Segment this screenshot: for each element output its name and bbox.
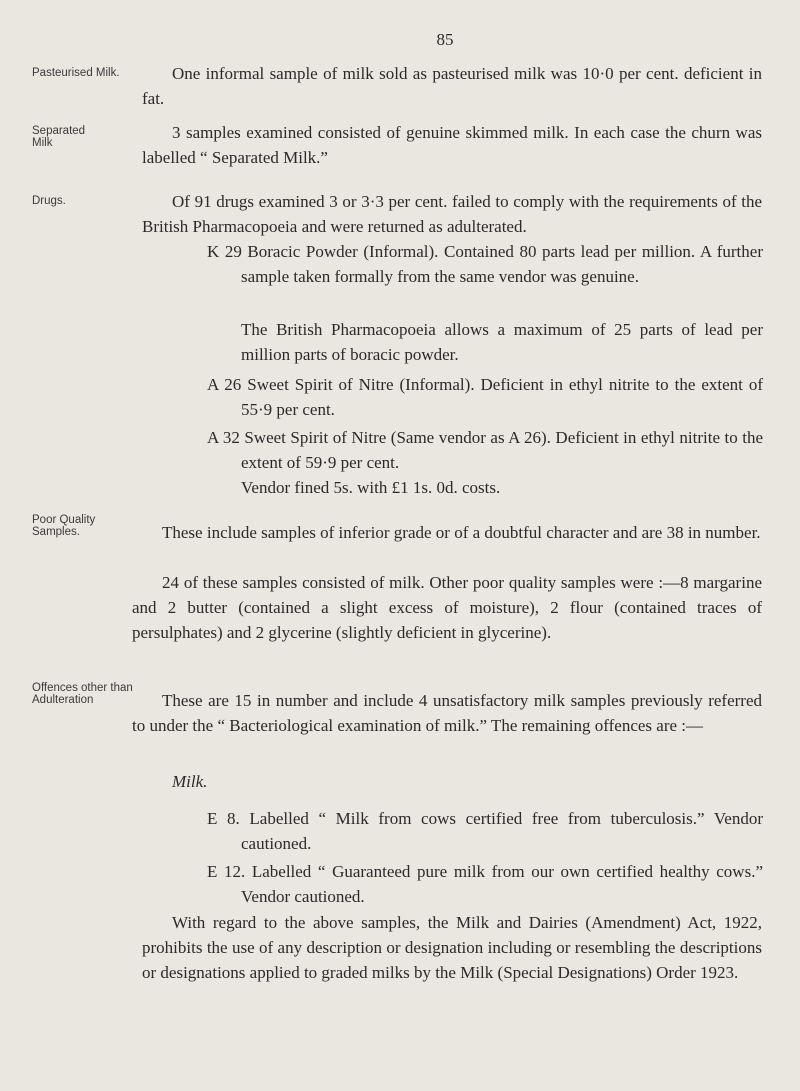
- offence-item-e8: E 8. Labelled “ Milk from cows certified free from tuberculosis.” Vendor cautioned.: [207, 809, 763, 853]
- drug-item-a26: A 26 Sweet Spirit of Nitre (Informal). Deficient in ethyl nitrite to the extent of 55·9 per cent.: [207, 375, 763, 419]
- paragraph-pasteurised: One informal sample of milk sold as pasteurised milk was 10·0 per cent. deficient in fat.: [142, 64, 762, 108]
- paragraph-closing: With regard to the above samples, the Milk and Dairies (Amendment) Act, 1922, prohibits the use of any description or designation including or resembling the descriptions or designations applied to graded milks by the Milk (Special Designations) Order 1923.: [142, 913, 762, 982]
- margin-note-offences: Offences other than Adulteration: [32, 682, 133, 706]
- margin-note-separated: Separated Milk: [32, 125, 86, 149]
- paragraph-drugs: Of 91 drugs examined 3 or 3·3 per cent. failed to comply with the requirements of the British Pharmacopoeia and were returned as adulterated.: [142, 192, 762, 236]
- subheading-milk: Milk.: [172, 772, 208, 791]
- margin-note-drugs: Drugs.: [32, 195, 66, 207]
- paragraph-poor-quality-1: These include samples of inferior grade or of a doubtful character and are 38 in number.: [162, 523, 761, 542]
- margin-note-poor-quality: Poor Quality Samples.: [32, 514, 96, 538]
- offence-item-e12: E 12. Labelled “ Guaranteed pure milk from our own certified healthy cows.” Vendor cautioned.: [207, 862, 763, 906]
- margin-note-pasteurised: Pasteurised Milk.: [32, 67, 120, 79]
- paragraph-separated: 3 samples examined consisted of genuine skimmed milk. In each case the churn was labelled “ Separated Milk.”: [142, 123, 762, 167]
- page-number: 85: [436, 30, 454, 49]
- drug-item-a32: A 32 Sweet Spirit of Nitre (Same vendor as A 26). Deficient in ethyl nitrite to the extent of 59·9 per cent.: [207, 428, 763, 472]
- drug-note-fine: Vendor fined 5s. with £1 1s. 0d. costs.: [241, 478, 501, 497]
- paragraph-offences: These are 15 in number and include 4 unsatisfactory milk samples previously referred to under the “ Bacteriological examination of milk.” The remaining offences are :—: [132, 691, 762, 735]
- drug-note-pharmacopoeia: The British Pharmacopoeia allows a maximum of 25 parts of lead per million parts of boracic powder.: [241, 320, 763, 364]
- paragraph-poor-quality-2: 24 of these samples consisted of milk. Other poor quality samples were :—8 margarine and 2 butter (contained a slight excess of moisture), 2 flour (contained traces of persulphates) and 2 glycerine (slightly deficient in glycerine).: [132, 573, 762, 642]
- drug-item-k29: K 29 Boracic Powder (Informal). Contained 80 parts lead per million. A further sample taken formally from the same vendor was genuine.: [207, 242, 763, 286]
